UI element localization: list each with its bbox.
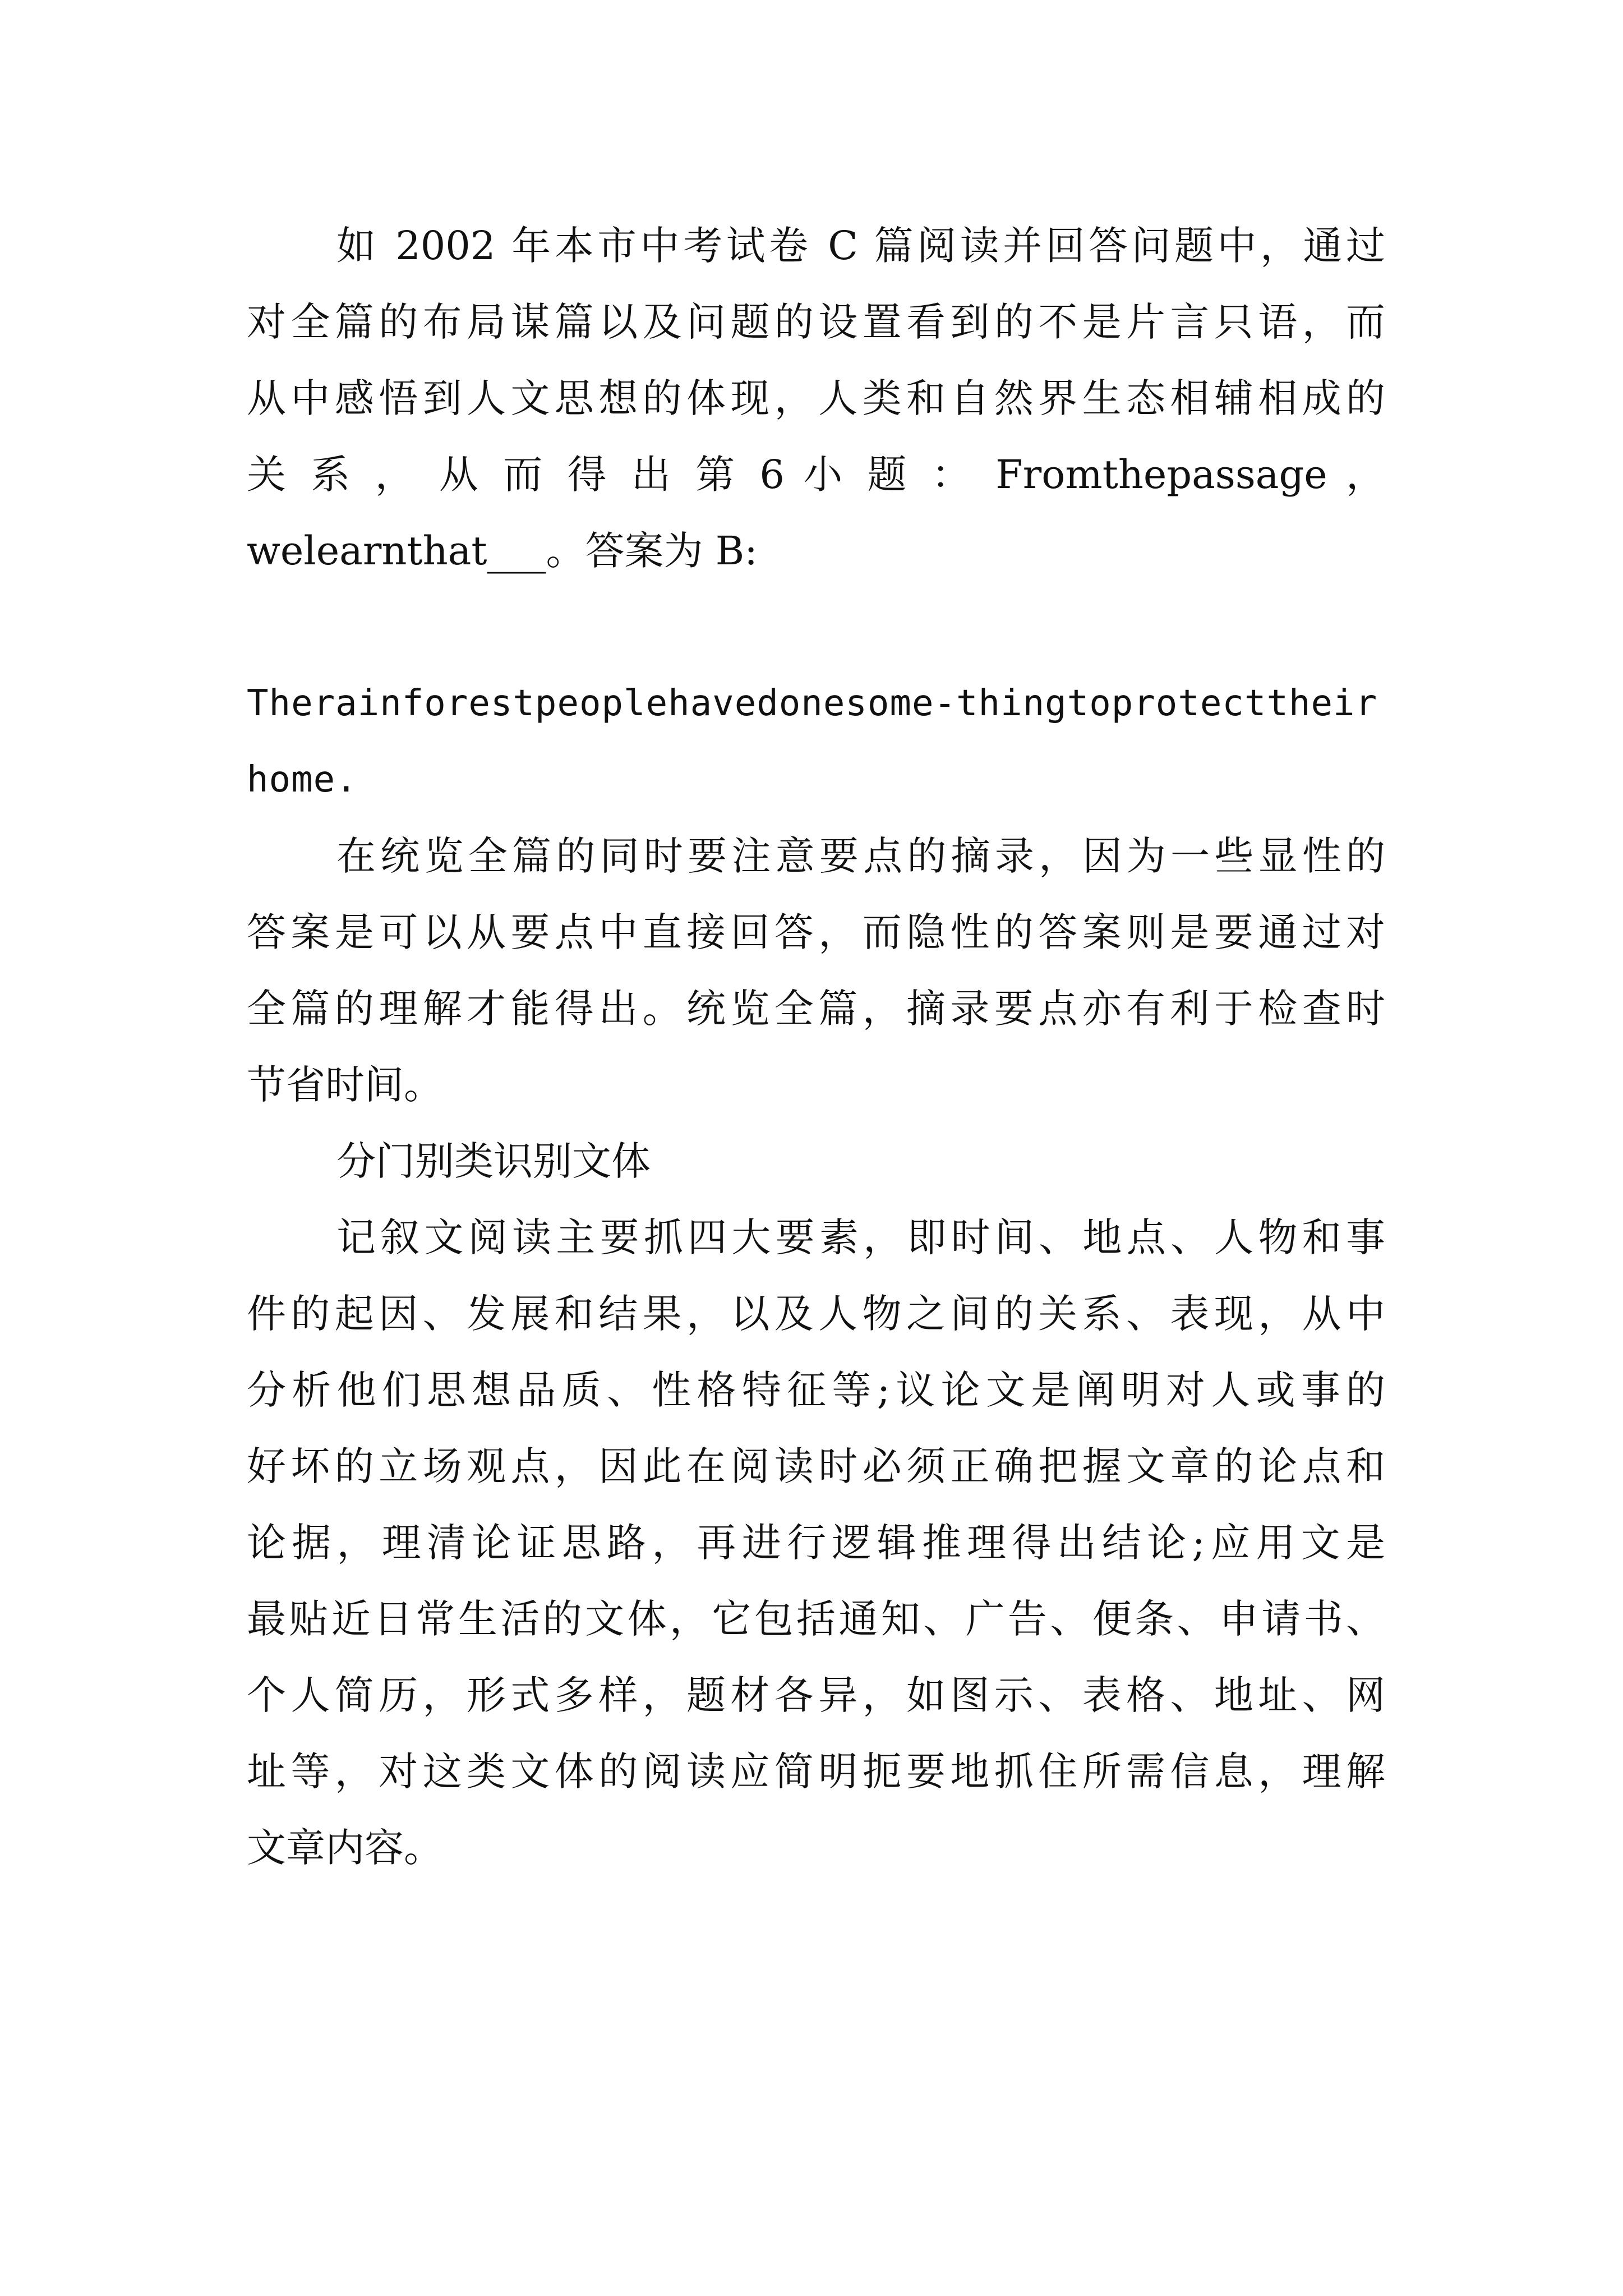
- section-heading: [247, 1123, 1385, 1199]
- text-line: 分析他们思想品质、性格特征等;议论文是阐明对人或事的: [247, 1367, 1385, 1413]
- text-line: 答案是可以从要点中直接回答，而隐性的答案则是要通过对: [247, 909, 1385, 955]
- heading-text: 分门别类识别文体: [336, 1138, 651, 1184]
- document-body: [247, 208, 1385, 1886]
- text-line: 关 系 ， 从 而 得 出 第 6 小 题 ： Fromthepassage ，: [247, 452, 1385, 498]
- text-line: 最贴近日常生活的文体，它包括通知、广告、便条、申请书、: [247, 1596, 1385, 1642]
- text-line: 件的起因、发展和结果，以及人物之间的关系、表现，从中: [247, 1291, 1385, 1337]
- text-line: 全篇的理解才能得出。统览全篇，摘录要点亦有利于检查时: [247, 986, 1385, 1032]
- text-line: 论据，理清论证思路，再进行逻辑推理得出结论;应用文是: [247, 1520, 1385, 1566]
- text-line: 址等，对这类文体的阅读应简明扼要地抓住所需信息，理解: [247, 1749, 1385, 1795]
- text-line: 如 2002 年本市中考试卷 C 篇阅读并回答问题中，通过: [336, 223, 1385, 269]
- blank-line: [247, 589, 1385, 665]
- text-line: 节省时间。: [247, 1062, 443, 1108]
- paragraph-text-genres: [247, 1199, 1385, 1886]
- text-line: 好坏的立场观点，因此在阅读时必须正确把握文章的论点和: [247, 1443, 1385, 1489]
- text-line: 从中感悟到人文思想的体现，人类和自然界生态相辅相成的: [247, 375, 1385, 421]
- text-line: 对全篇的布局谋篇以及问题的设置看到的不是片言只语，而: [247, 299, 1385, 345]
- text-line: welearnthat___。答案为 B:: [247, 528, 758, 574]
- paragraph-exam-example: [247, 208, 1385, 589]
- text-line: 在统览全篇的同时要注意要点的摘录，因为一些显性的: [336, 833, 1385, 879]
- answer-text: [247, 665, 1385, 818]
- text-line: 个人简历，形式多样，题材各异，如图示、表格、地址、网: [247, 1672, 1385, 1718]
- text-line: 记叙文阅读主要抓四大要素，即时间、地点、人物和事: [336, 1214, 1385, 1260]
- text-line: 文章内容。: [247, 1825, 443, 1871]
- answer-line: home.: [247, 759, 358, 800]
- paragraph-key-points: [247, 818, 1385, 1123]
- answer-line: Therainforestpeoplehavedonesome-thingtoprotecttheir: [247, 683, 1378, 724]
